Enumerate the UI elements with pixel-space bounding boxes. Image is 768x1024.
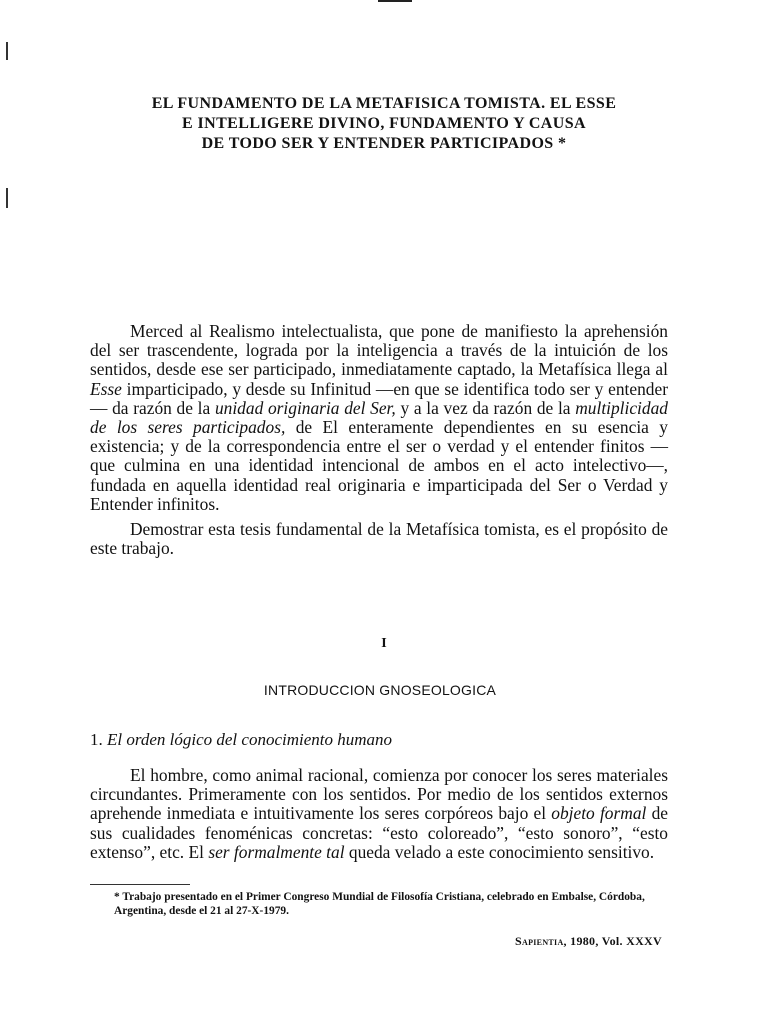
intro-text: [90, 322, 668, 558]
footnote: [90, 890, 670, 918]
edge-mark: [6, 42, 8, 60]
section-numeral: I: [381, 636, 387, 651]
text-run: queda velado a este conocimiento sensitivo.: [344, 841, 655, 862]
text-run: Merced al Realismo intelectualista, que pone de manifiesto la aprehensión del ser trascendente, lograda por la inteligencia a través de la intuición de los sentidos, desde ese ser participado, inmediatamente captado, la Metafísica llega al: [90, 321, 668, 380]
subsection-heading: [90, 730, 392, 750]
text-run: El hombre, como animal racional, comienza por conocer los seres materiales circundantes. Primeramente con los sentidos. Por medio de los sentidos externos aprehende inmediata e intuitivamente los seres corpóreos bajo el: [90, 765, 668, 824]
section-paragraph-1: [90, 766, 668, 862]
text-run-italic: multiplicidad de los seres participados,: [90, 397, 668, 438]
subsection-number: 1.: [90, 730, 103, 749]
edge-mark: [6, 188, 8, 208]
subsection-title: El orden lógico del conocimiento humano: [107, 730, 393, 749]
text-run: de sus cualidades fenoménicas concretas: “esto coloreado”, “esto sonoro”, “esto extenso”, etc. El: [90, 803, 668, 862]
title-line-1: EL FUNDAMENTO DE LA METAFISICA TOMISTA. EL ESSE: [151, 95, 617, 112]
journal-name: Sapientia,: [515, 934, 567, 948]
article-title: [88, 94, 680, 154]
footnote-rule: [90, 884, 190, 885]
journal-details: 1980, Vol. XXXV: [570, 934, 662, 948]
text-run-italic: objeto formal: [551, 803, 647, 824]
section-heading: INTRODUCCION GNOSEOLOGICA: [263, 682, 497, 698]
text-run: de El enteramente dependientes en su esencia y existencia; y de la correspondencia entre el ser o verdad y el entender finitos —que culmina en una identidad intencional de ambos en el acto intelectivo—, fundada en aquella identidad real originaria e imparticipada del Ser o Verdad y Entender infinitos.: [90, 417, 668, 514]
text-run-italic: Esse: [90, 378, 122, 399]
top-rule: [378, 0, 412, 2]
text-run-italic: unidad originaria del Ser,: [214, 397, 396, 418]
footnote-text: * Trabajo presentado en el Primer Congreso Mundial de Filosofía Cristiana, celebrado en Embalse, Córdoba, Argentina, desde el 21 al 27-X-1979.: [114, 891, 645, 917]
intro-paragraph-1: [90, 322, 668, 514]
section-text: [90, 766, 668, 862]
title-line-2: E INTELLIGERE DIVINO, FUNDAMENTO Y CAUSA: [182, 115, 586, 132]
title-line-3: DE TODO SER Y ENTENDER PARTICIPADOS *: [201, 135, 567, 152]
text-run-italic: ser formalmente tal: [208, 841, 345, 862]
journal-reference: [515, 934, 662, 949]
text-run: y a la vez da razón de la: [395, 397, 576, 418]
text-run: imparticipado, y desde su Infinitud —en que se identifica todo ser y entender— da razón de la: [90, 378, 668, 418]
intro-paragraph-2: Demostrar esta tesis fundamental de la Metafísica tomista, es el propósito de este trabajo.: [90, 519, 668, 559]
